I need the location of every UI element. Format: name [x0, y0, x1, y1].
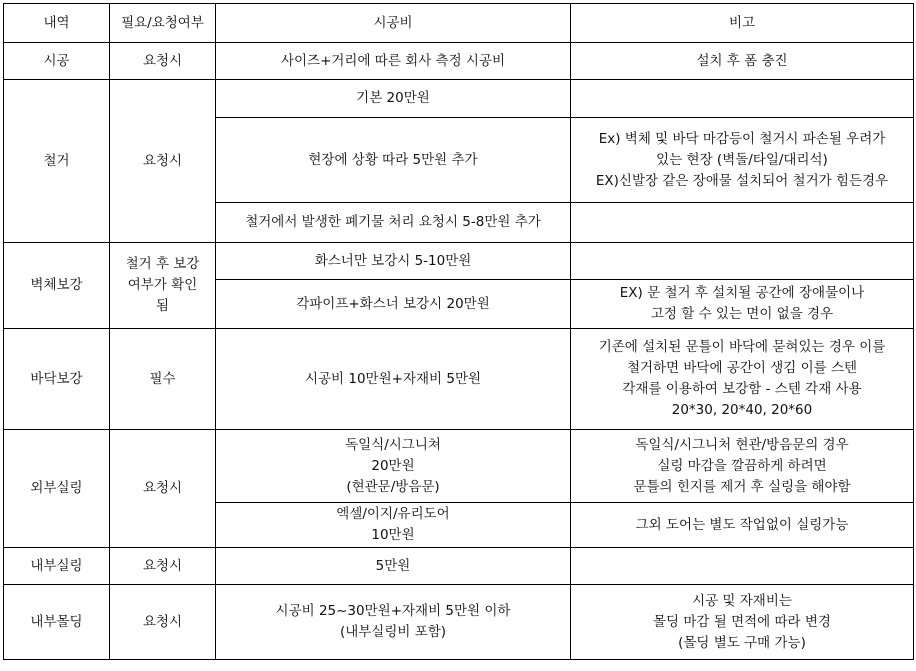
row-oebu-1	[4, 430, 914, 503]
item-name: 내부실링	[4, 548, 110, 585]
cost-cell: 독일식/시그니쳐 20만원 (현관문/방음문)	[216, 430, 571, 503]
required-cell: 요청시	[110, 585, 216, 660]
item-name: 철거	[4, 80, 110, 243]
cost-cell: 철거에서 발생한 폐기물 처리 요청시 5-8만원 추가	[216, 203, 571, 243]
note-cell: 설치 후 폼 충진	[571, 43, 914, 80]
row-cheolgeo-1	[4, 80, 914, 118]
required-cell: 요청시	[110, 80, 216, 243]
cost-cell: 화스너만 보강시 5-10만원	[216, 243, 571, 280]
item-name: 벽체보강	[4, 243, 110, 329]
note-cell	[571, 80, 914, 118]
item-name: 내부몰딩	[4, 585, 110, 660]
note-cell: EX) 문 철거 후 설치될 공간에 장애물이나 고정 할 수 있는 면이 없을 경우	[571, 280, 914, 329]
row-badak	[4, 329, 914, 430]
required-cell: 철거 후 보강 여부가 확인 됨	[110, 243, 216, 329]
header-note: 비고	[571, 4, 914, 43]
required-cell: 요청시	[110, 430, 216, 548]
row-sigong	[4, 43, 914, 80]
cost-cell: 각파이프+화스너 보강시 20만원	[216, 280, 571, 329]
cost-cell: 엑셀/이지/유리도어 10만원	[216, 503, 571, 548]
item-name: 시공	[4, 43, 110, 80]
note-cell: 독일식/시그니처 현관/방음문의 경우 실링 마감을 깔끔하게 하려면 문틀의 힌지를 제거 후 실링을 해야함	[571, 430, 914, 503]
required-cell: 요청시	[110, 43, 216, 80]
header-cost: 시공비	[216, 4, 571, 43]
cost-cell: 기본 20만원	[216, 80, 571, 118]
required-cell: 필수	[110, 329, 216, 430]
row-byeokche-1	[4, 243, 914, 280]
required-cell: 요청시	[110, 548, 216, 585]
note-cell	[571, 243, 914, 280]
cost-cell: 시공비 10만원+자재비 5만원	[216, 329, 571, 430]
cost-cell: 시공비 25~30만원+자재비 5만원 이하 (내부실링비 포함)	[216, 585, 571, 660]
header-row	[4, 4, 914, 43]
cost-cell: 사이즈+거리에 따른 회사 측정 시공비	[216, 43, 571, 80]
item-name: 외부실링	[4, 430, 110, 548]
cost-cell: 5만원	[216, 548, 571, 585]
note-cell: Ex) 벽체 및 바닥 마감등이 철거시 파손될 우려가 있는 현장 (벽돌/타일/대리석) EX)신발장 같은 장애물 설치되어 철거가 힘든경우	[571, 118, 914, 203]
note-cell	[571, 203, 914, 243]
cost-cell: 현장에 상황 따라 5만원 추가	[216, 118, 571, 203]
item-name: 바닥보강	[4, 329, 110, 430]
note-cell: 기존에 설치된 문틀이 바닥에 묻혀있는 경우 이를 철거하면 바닥에 공간이 생김 이를 스텐 각재를 이용하여 보강함 - 스텐 각재 사용 20*30, 20*40, 20*60	[571, 329, 914, 430]
row-naebu	[4, 548, 914, 585]
note-cell	[571, 548, 914, 585]
price-table	[3, 3, 914, 660]
note-cell: 시공 및 자재비는 몰딩 마감 될 면적에 따라 변경 (몰딩 별도 구매 가능)	[571, 585, 914, 660]
row-molding	[4, 585, 914, 660]
header-required: 필요/요청여부	[110, 4, 216, 43]
header-item: 내역	[4, 4, 110, 43]
note-cell: 그외 도어는 별도 작업없이 실링가능	[571, 503, 914, 548]
